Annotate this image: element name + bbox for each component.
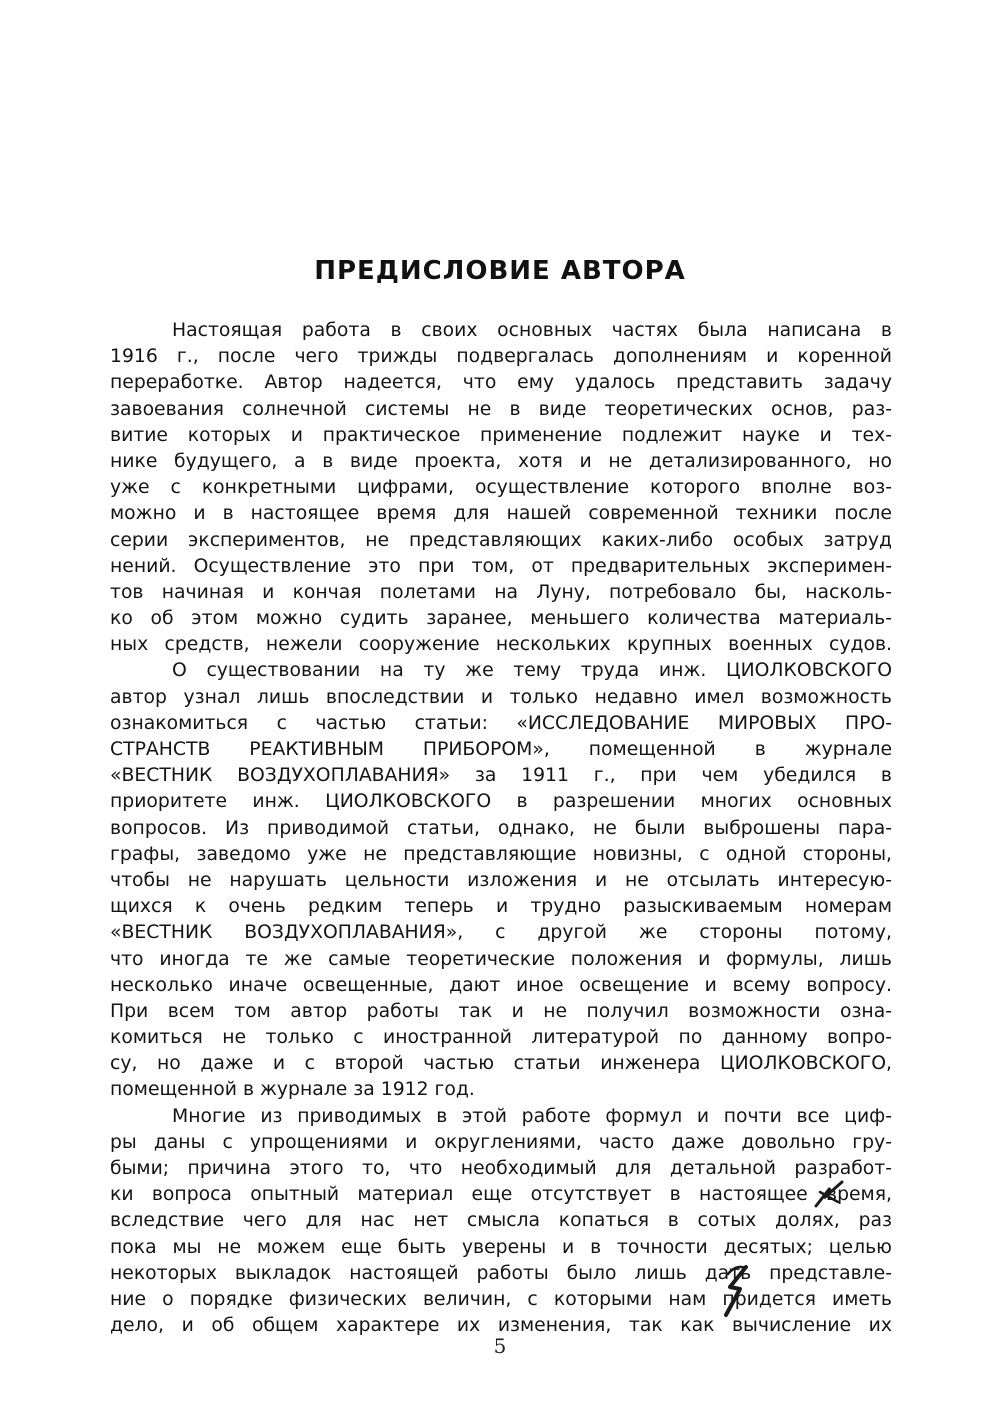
text-line: комиться не только с иностранной литературой по данному вопро- bbox=[110, 1027, 892, 1049]
text-line: уже с конкретными цифрами, осуществление которого вполне воз- bbox=[110, 477, 892, 499]
text-line: «ВЕСТНИК ВОЗДУХОПЛАВАНИЯ», с другой же стороны потому, bbox=[110, 922, 892, 944]
text-line: ки вопроса опытный материал еще отсутствует в настоящее время, bbox=[110, 1184, 892, 1206]
page-title: ПРЕДИСЛОВИЕ АВТОРА bbox=[314, 256, 686, 286]
text-line: Многие из приводимых в этой работе формул и почти все циф- bbox=[172, 1105, 892, 1127]
paragraph-1 bbox=[110, 318, 892, 658]
page-number: 5 bbox=[493, 1334, 507, 1358]
text-line: что иногда те же самые теоретические положения и формулы, лишь bbox=[110, 948, 892, 970]
text-line: ры даны с упрощениями и округлениями, часто даже довольно гру- bbox=[110, 1131, 892, 1153]
body-text bbox=[110, 318, 892, 1339]
text-line: тов начиная и кончая полетами на Луну, потребовало бы, насколь- bbox=[110, 581, 892, 603]
text-line: нике будущего, а в виде проекта, хотя и не детализированного, но bbox=[110, 450, 892, 472]
text-line: дело, и об общем характере их изменения, так как вычисление их bbox=[110, 1315, 892, 1337]
text-line: автор узнал лишь впоследствии и только недавно имел возможность bbox=[110, 686, 892, 708]
text-line: витие которых и практическое применение подлежит науке и тех- bbox=[110, 424, 892, 446]
text-line: быми; причина этого то, что необходимый для детальной разработ- bbox=[110, 1158, 892, 1179]
text-line: «ВЕСТНИК ВОЗДУХОПЛАВАНИЯ» за 1911 г., при чем убедился в bbox=[110, 765, 892, 787]
paragraph-3 bbox=[110, 1104, 892, 1340]
text-line: Настоящая работа в своих основных частях была написана в bbox=[172, 320, 892, 341]
text-line: нений. Осуществление это при том, от предварительных эксперимен- bbox=[110, 555, 892, 577]
text-line: помещенной в журнале за 1912 год. bbox=[110, 1079, 475, 1101]
text-line: приоритете инж. ЦИОЛКОВСКОГО в разрешении многих основных bbox=[110, 791, 892, 813]
text-line: чтобы не нарушать цельности изложения и не отсылать интересую- bbox=[110, 869, 892, 891]
text-line: вследствие чего для нас нет смысла копаться в сотых долях, раз bbox=[110, 1210, 892, 1232]
text-line: ных средств, нежели сооружение нескольких крупных военных судов. bbox=[110, 634, 892, 656]
text-line: ко об этом можно судить заранее, меньшего количества материаль- bbox=[110, 608, 892, 630]
text-line: завоевания солнечной системы не в виде теоретических основ, раз- bbox=[110, 398, 892, 420]
text-line: вопросов. Из приводимой статьи, однако, не были выброшены пара- bbox=[110, 817, 892, 839]
text-line: су, но даже и с второй частью статьи инженера ЦИОЛКОВСКОГО, bbox=[110, 1053, 892, 1075]
text-line: О существовании на ту же тему труда инж. ЦИОЛКОВСКОГО bbox=[172, 660, 892, 682]
text-line: ние о порядке физических величин, с которыми нам придется иметь bbox=[110, 1288, 892, 1310]
text-line: щихся к очень редким теперь и трудно разыскиваемым номерам bbox=[110, 896, 892, 918]
paragraph-2 bbox=[110, 658, 892, 1103]
text-line: серии экспериментов, не представляющих каких-либо особых затруд bbox=[110, 529, 892, 551]
text-line: переработке. Автор надеется, что ему удалось представить задачу bbox=[110, 372, 892, 394]
text-line: пока мы не можем еще быть уверены и в точности десятых; целью bbox=[110, 1236, 892, 1258]
text-line: несколько иначе освещенные, дают иное освещение и всему вопросу. bbox=[110, 974, 892, 996]
text-line: можно и в настоящее время для нашей современной техники после bbox=[110, 503, 892, 525]
text-line: ознакомиться с частью статьи: «ИССЛЕДОВАНИЕ МИРОВЫХ ПРО- bbox=[110, 712, 892, 734]
text-line: 1916 г., после чего трижды подвергалась дополнениям и коренной bbox=[110, 346, 892, 368]
text-line: При всем том автор работы так и не получил возможности озна- bbox=[110, 1000, 892, 1022]
text-line: СТРАНСТВ РЕАКТИВНЫМ ПРИБОРОМ», помещенной в журнале bbox=[110, 739, 892, 760]
text-line: графы, заведомо уже не представляющие новизны, с одной стороны, bbox=[110, 843, 892, 865]
text-line: некоторых выкладок настоящей работы было лишь дать представле- bbox=[110, 1262, 892, 1284]
